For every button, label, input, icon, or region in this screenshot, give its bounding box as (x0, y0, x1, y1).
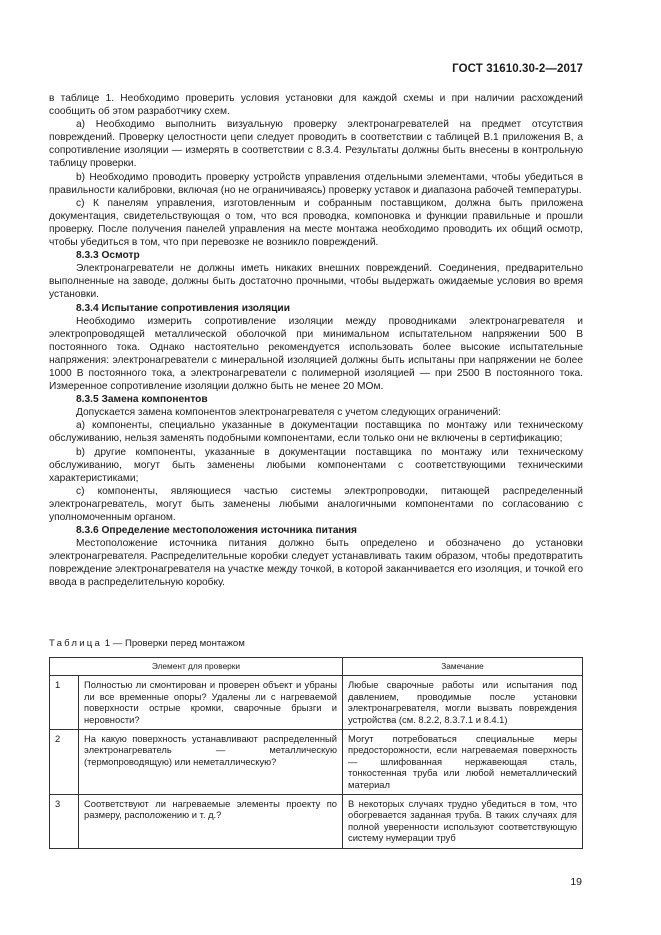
list-item-a: а) компоненты, специально указанные в документации поставщика по монтажу или техническому обслуживанию, нельзя заменять подобными компонентами, если только они не включены в сертификацию; (49, 420, 583, 445)
table-caption (49, 638, 245, 649)
table-row (50, 676, 583, 730)
table-caption-title: 1 — Проверки перед монтажом (104, 638, 245, 649)
section-heading-8-3-5: 8.3.5 Замена компонентов (76, 394, 208, 406)
section-heading-8-3-4: 8.3.4 Испытание сопротивления изоляции (76, 302, 290, 314)
check-item-cell: Полностью ли смонтирован и проверен объект и убраны ли все временные опоры? Удалены ли с нагреваемой поверхности острые кромки, сварочные брызги и неровности? (79, 676, 343, 730)
list-item-b: b) Необходимо проводить проверку устройств управления отдельными элементами, чтобы убедиться в правильности калибровки, включая (но не ограничиваясь) проверку уставок и диапазона рабочей температуры. (49, 171, 583, 196)
checks-table (49, 657, 583, 849)
paragraph: Необходимо измерить сопротивление изоляции между проводниками электронагревателя и электропроводящей металлической оболочкой при минимальном испытательном напряжении 500 В постоянного тока. Однако настоятельно рекомендуется использовать более высокие испытательные напряжения: электронагреватели с минеральной изоляцией должны быть испытаны при напряжении не более 1000 В постоянного тока, а электронагреватели с полимерной изоляцией — при 2500 В постоянного тока. Измеренное сопротивление изоляции должно быть не менее 20 МОм. (49, 315, 583, 393)
table-caption-label: Таблица (49, 638, 103, 649)
note-cell: Любые сварочные работы или испытания под давлением, проводимые после установки электронагревателя, могли вызвать повреждения устройства (см. 8.2.2, 8.3.7.1 и 8.4.1) (343, 676, 583, 730)
paragraph: в таблице 1. Необходимо проверить условия установки для каждой схемы и при наличии расхождений сообщить об этом разработчику схем. (49, 93, 583, 118)
row-number: 3 (50, 795, 79, 849)
list-item-b: b) другие компоненты, указанные в документации поставщика по монтажу или техническому обслуживанию, могут быть заменены любыми компонентами с соответствующими техническими характеристиками; (49, 446, 583, 484)
table-header-row (50, 658, 583, 676)
row-number: 2 (50, 730, 79, 795)
body-text (49, 92, 583, 590)
table-row (50, 730, 583, 795)
paragraph: Допускается замена компонентов электронагревателя с учетом следующих ограничений: (76, 407, 501, 419)
table-row (50, 795, 583, 849)
section-heading-8-3-6: 8.3.6 Определение местоположения источника питания (76, 525, 357, 537)
paragraph: Электронагреватели не должны иметь никаких внешних повреждений. Соединения, предварительно выполненные на заводе, должны быть достаточно прочными, чтобы выдержать ожидаемые условия во время установки. (49, 263, 583, 301)
row-number: 1 (50, 676, 79, 730)
paragraph: Местоположение источника питания должно быть определено и обозначено до установки электронагревателя. Распределительные коробки следует устанавливать таким образом, чтобы предотвратить повреждение электронагревателя на участке между точкой, в которой заканчивается его изоляция, и точкой его ввода в распределительную коробку. (49, 538, 583, 589)
column-header-note: Замечание (343, 658, 583, 676)
check-item-cell: Соответствуют ли нагреваемые элементы проекту по размеру, расположению и т. д.? (79, 795, 343, 849)
check-item-cell: На какую поверхность устанавливают распределенный электронагреватель — металлическую (термопроводящую) или неметаллическую? (79, 730, 343, 795)
column-header-item: Элемент для проверки (50, 658, 343, 676)
note-cell: В некоторых случаях трудно убедиться в том, что обогревается заданная труба. В таких случаях для полной уверенности используют соответствующую систему нумерации труб (343, 795, 583, 849)
list-item-c: с) компоненты, являющиеся частью системы электропроводки, питающей распределенный электронагреватель, могут быть заменены любыми аналогичными компонентами по согласованию с уполномоченным органом. (49, 485, 583, 523)
document-code-header: ГОСТ 31610.30-2—2017 (452, 63, 583, 75)
page-number: 19 (570, 876, 582, 888)
list-item-c: с) К панелям управления, изготовленным и собранным поставщиком, должна быть приложена документация, свидетельствующая о том, что вся проводка, компоновка и функции правильные и прошли проверку. После получения панелей управления на месте монтажа необходимо проводить их общий осмотр, чтобы убедиться в том, что при перевозке не возникло повреждений. (49, 197, 583, 249)
section-heading-8-3-3: 8.3.3 Осмотр (76, 250, 140, 262)
note-cell: Могут потребоваться специальные меры предосторожности, если нагреваемая поверхность — шлифованная нержавеющая сталь, тонкостенная труба или любой неметаллический материал (343, 730, 583, 795)
list-item-a: а) Необходимо выполнить визуальную проверку электронагревателей на предмет отсутствия повреждений. Проверку целостности цепи следует проводить в соответствии с таблицей В.1 приложения В, а сопротивление изоляции — измерять в соответствии с 8.3.4. Результаты должны быть внесены в контрольную таблицу проверки. (49, 119, 583, 170)
